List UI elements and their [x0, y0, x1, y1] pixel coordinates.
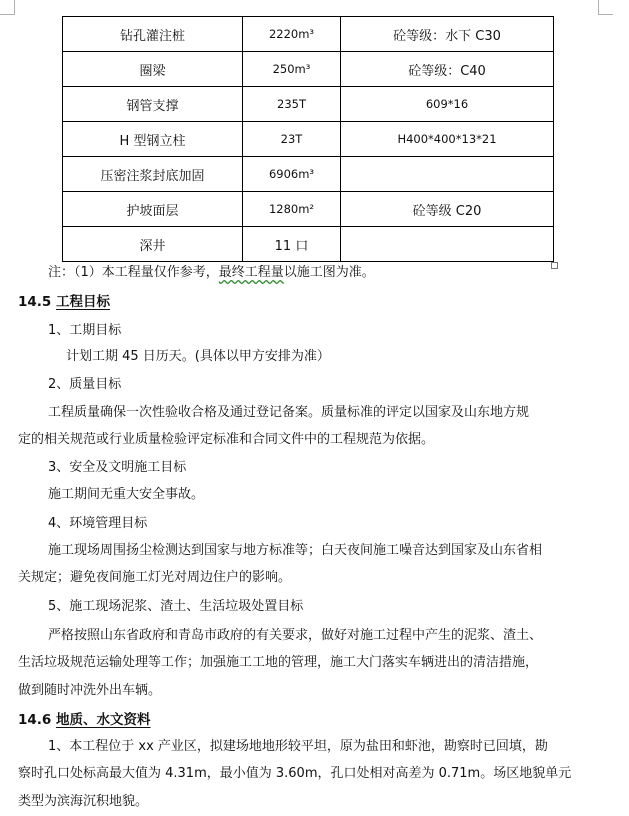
item-name: 圈梁	[63, 52, 243, 87]
geology-paragraph-line: 类型为滨海沉积地貌。	[18, 794, 149, 809]
goal-body-line: 定的相关规范或行业质量检验评定标准和合同文件中的工程规范为依据。	[18, 432, 435, 447]
table-row	[63, 227, 554, 262]
item-quantity: 2220m³	[243, 17, 341, 52]
item-quantity: 235T	[243, 87, 341, 122]
goal-body-line: 计划工期 45 日历天。(具体以甲方安排为准）	[66, 349, 330, 364]
underlined-term: 最终工程量	[218, 265, 284, 280]
table-row	[63, 122, 554, 157]
goal-body-line: 做到随时冲洗外出车辆。	[18, 683, 162, 698]
goal-heading: 3、安全及文明施工目标	[48, 460, 187, 475]
item-spec: 609*16	[341, 87, 554, 122]
goal-heading: 1、工期目标	[48, 323, 122, 338]
goal-body-line: 关规定；避免夜间施工灯光对周边住户的影响。	[18, 570, 292, 585]
item-name: 护坡面层	[63, 192, 243, 227]
item-quantity: 1280m²	[243, 192, 341, 227]
item-quantity: 250m³	[243, 52, 341, 87]
table-row	[63, 157, 554, 192]
item-quantity: 23T	[243, 122, 341, 157]
goal-body-line: 施工现场周围扬尘检测达到国家与地方标准等；白天夜间施工噪音达到国家及山东省相	[48, 543, 543, 558]
section-heading-14-5: 14.5 工程目标	[18, 294, 111, 310]
item-name: H 型钢立柱	[63, 122, 243, 157]
table-row	[63, 87, 554, 122]
table-row	[63, 17, 554, 52]
goal-heading: 2、质量目标	[48, 377, 122, 392]
item-spec	[341, 227, 554, 262]
goal-heading: 4、环境管理目标	[48, 516, 148, 531]
geology-paragraph-line: 察时孔口处标高最大值为 4.31m，最小值为 3.60m，孔口处相对高差为 0.71m。场区地貌单元	[18, 766, 572, 781]
item-name: 钢管支撑	[63, 87, 243, 122]
table-row	[63, 192, 554, 227]
goal-body-line: 生活垃圾规范运输处理等工作；加强施工工地的管理，施工大门落实车辆进出的清洁措施，	[18, 655, 539, 670]
item-spec: 砼等级：水下 C30	[341, 17, 554, 52]
section-heading-14-6: 14.6 地质、水文资料	[18, 712, 151, 728]
item-spec: H400*400*13*21	[341, 122, 554, 157]
goal-heading: 5、施工现场泥浆、渣土、生活垃圾处置目标	[48, 599, 304, 614]
goal-body-line: 施工期间无重大安全事故。	[48, 487, 205, 502]
engineering-quantity-table	[62, 16, 554, 262]
item-spec	[341, 157, 554, 192]
page-corner-mark-right	[598, 0, 613, 15]
item-quantity: 11 口	[243, 227, 341, 262]
item-quantity: 6906m³	[243, 157, 341, 192]
item-name: 钻孔灌注桩	[63, 17, 243, 52]
table-row	[63, 52, 554, 87]
goal-body-line: 工程质量确保一次性验收合格及通过登记备案。质量标准的评定以国家及山东地方规	[48, 405, 530, 420]
page-corner-mark-left	[0, 0, 15, 15]
goal-body-line: 严格按照山东省政府和青岛市政府的有关要求，做好对施工过程中产生的泥浆、渣土、	[48, 628, 543, 643]
geology-paragraph-line: 1、本工程位于 xx 产业区，拟建场地地形较平坦，原为盐田和虾池，勘察时已回填，勘	[48, 739, 548, 754]
item-spec: 砼等级：C40	[341, 52, 554, 87]
item-name: 压密注浆封底加固	[63, 157, 243, 192]
table-note: 注：（1）本工程量仅作参考，最终工程量以施工图为准。	[48, 265, 375, 280]
item-spec: 砼等级 C20	[341, 192, 554, 227]
table-resize-handle[interactable]	[551, 262, 558, 269]
item-name: 深井	[63, 227, 243, 262]
